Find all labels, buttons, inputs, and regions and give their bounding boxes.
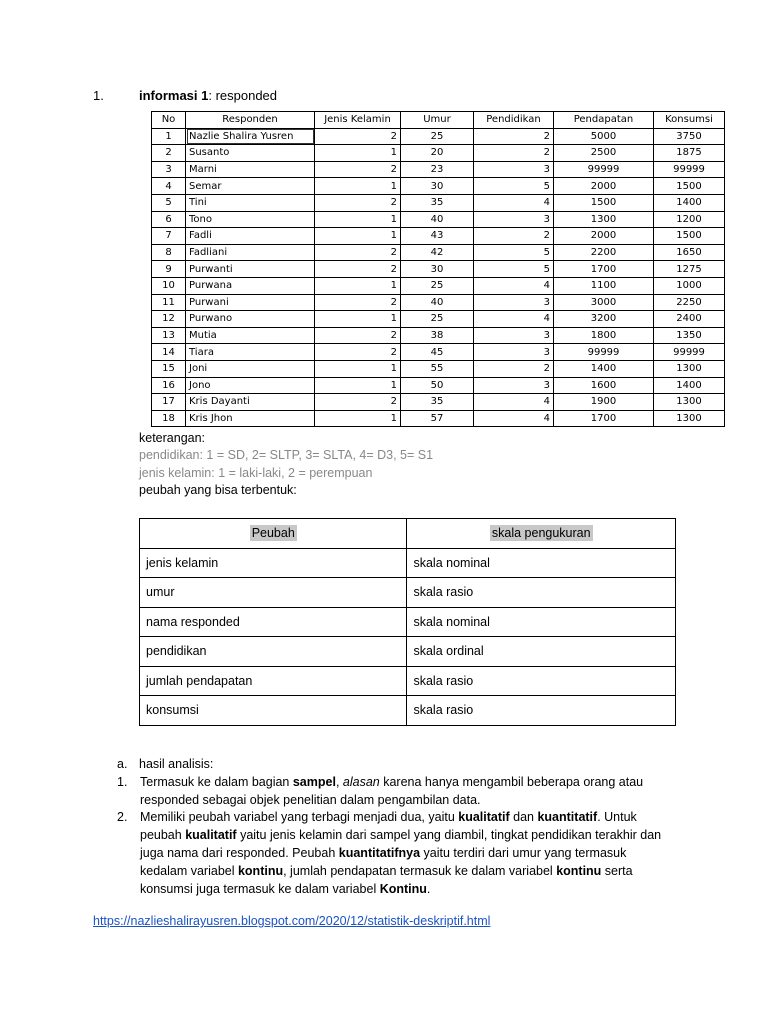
table-cell: 9	[152, 261, 186, 278]
respondent-name-cell: Tini	[186, 194, 315, 211]
table-cell: 2	[315, 194, 401, 211]
table-cell: 11	[152, 294, 186, 311]
variable-cell: jenis kelamin	[140, 548, 407, 578]
point-2-text: yaitu terdiri dari umur yang termasuk kedalam variabel	[140, 845, 627, 878]
table-cell: 35	[401, 394, 474, 411]
analysis-block	[117, 756, 677, 898]
table-cell: 3	[474, 211, 554, 228]
variable-cell: pendidikan	[140, 637, 407, 667]
table-cell: 50	[401, 377, 474, 394]
table-row	[152, 377, 725, 394]
scale-table	[139, 518, 676, 726]
table-cell: 3000	[554, 294, 654, 311]
table-cell: 2200	[554, 244, 654, 261]
respondent-name-cell: Fadliani	[186, 244, 315, 261]
table-cell: 3	[474, 344, 554, 361]
table-cell: 20	[401, 145, 474, 162]
table-cell: 1600	[554, 377, 654, 394]
column-header-label: Peubah	[251, 526, 295, 541]
table-cell: 1800	[554, 327, 654, 344]
scale-cell: skala nominal	[407, 548, 676, 578]
analysis-title: hasil analisis:	[139, 757, 214, 771]
table-cell: 2	[474, 145, 554, 162]
table-row	[140, 637, 676, 667]
table-cell: 2	[315, 261, 401, 278]
scale-cell: skala rasio	[407, 696, 676, 726]
analysis-marker: a.	[117, 757, 128, 771]
table-cell: 2	[315, 344, 401, 361]
column-header: Responden	[186, 112, 315, 129]
table-cell: 2	[315, 294, 401, 311]
table-cell: 1	[315, 377, 401, 394]
respondent-name-cell: Fadli	[186, 228, 315, 245]
section-title-bold: informasi 1	[139, 88, 209, 103]
respondent-table	[151, 111, 725, 427]
point-2-text: .	[426, 881, 431, 896]
table-cell: 1	[315, 410, 401, 427]
notes-block	[139, 430, 433, 499]
table-cell: 35	[401, 194, 474, 211]
scale-cell: skala rasio	[407, 578, 676, 608]
table-cell: 1650	[654, 244, 725, 261]
table-cell: 3	[474, 327, 554, 344]
respondent-table-header	[152, 112, 725, 129]
table-cell: 38	[401, 327, 474, 344]
table-cell: 16	[152, 377, 186, 394]
table-cell: 1000	[654, 277, 725, 294]
table-row	[152, 211, 725, 228]
table-row	[152, 145, 725, 162]
table-cell: 1500	[554, 194, 654, 211]
table-cell: 5	[474, 244, 554, 261]
table-row	[152, 344, 725, 361]
table-cell: 1300	[654, 394, 725, 411]
table-row	[140, 666, 676, 696]
column-header	[140, 519, 407, 549]
table-cell: 5	[474, 178, 554, 195]
column-header	[407, 519, 676, 549]
point-2-text: , jumlah pendapatan termasuk ke dalam variabel	[283, 863, 557, 878]
table-cell: 1500	[654, 178, 725, 195]
table-cell: 40	[401, 211, 474, 228]
table-cell: 2	[474, 360, 554, 377]
table-cell: 3	[474, 377, 554, 394]
respondent-name-cell: Purwanti	[186, 261, 315, 278]
table-cell: 2250	[654, 294, 725, 311]
table-row	[152, 244, 725, 261]
table-cell: 4	[474, 277, 554, 294]
table-cell: 1100	[554, 277, 654, 294]
table-cell: 1350	[654, 327, 725, 344]
table-row	[140, 607, 676, 637]
table-cell: 1	[315, 145, 401, 162]
point-2-bold: kualitatif	[185, 828, 237, 843]
scale-cell: skala rasio	[407, 666, 676, 696]
point-2-bold: kualitatif	[458, 810, 510, 825]
table-cell: 4	[474, 311, 554, 328]
point-2-bold: kuantitatifnya	[338, 845, 421, 860]
table-row	[152, 228, 725, 245]
table-cell: 13	[152, 327, 186, 344]
table-cell: 17	[152, 394, 186, 411]
table-cell: 2	[152, 145, 186, 162]
table-cell: 3	[474, 294, 554, 311]
point-1-text: karena hanya mengambil beberapa orang atau responded sebagai objek penelitian dalam pengambilan data.	[140, 774, 644, 807]
table-cell: 40	[401, 294, 474, 311]
blog-link[interactable]: https://nazlieshalirayusren.blogspot.com/2020/12/statistik-deskriptif.html	[93, 914, 491, 928]
respondent-name-cell: Joni	[186, 360, 315, 377]
respondent-name-cell: Semar	[186, 178, 315, 195]
table-cell: 99999	[654, 344, 725, 361]
analysis-point-1	[117, 774, 677, 810]
table-cell: 5000	[554, 128, 654, 145]
point-2-text: dan	[509, 810, 538, 825]
point-1-text: Termasuk ke dalam bagian	[140, 774, 293, 789]
table-cell: 2	[315, 327, 401, 344]
table-cell: 1	[315, 228, 401, 245]
point-2-text: serta konsumsi juga termasuk ke dalam variabel	[140, 863, 633, 896]
table-cell: 1	[315, 178, 401, 195]
table-row	[140, 548, 676, 578]
table-cell: 2400	[654, 311, 725, 328]
point-2-bold: Kontinu	[379, 881, 427, 896]
table-row	[152, 394, 725, 411]
table-row	[140, 578, 676, 608]
table-cell: 1400	[554, 360, 654, 377]
scale-table-header	[140, 519, 676, 549]
table-row	[152, 410, 725, 427]
table-cell: 2	[315, 244, 401, 261]
variable-cell: nama responded	[140, 607, 407, 637]
table-cell: 45	[401, 344, 474, 361]
analysis-heading	[117, 756, 677, 774]
table-cell: 10	[152, 277, 186, 294]
table-cell: 1200	[654, 211, 725, 228]
table-row	[152, 360, 725, 377]
respondent-name-cell: Marni	[186, 161, 315, 178]
table-cell: 1700	[554, 410, 654, 427]
point-2-marker: 2.	[117, 810, 128, 825]
table-cell: 2	[474, 128, 554, 145]
table-cell: 2000	[554, 228, 654, 245]
table-cell: 99999	[554, 161, 654, 178]
table-cell: 1500	[654, 228, 725, 245]
table-row	[152, 178, 725, 195]
scale-cell: skala nominal	[407, 607, 676, 637]
respondent-name-cell: Susanto	[186, 145, 315, 162]
analysis-point-2	[117, 809, 677, 898]
table-cell: 1900	[554, 394, 654, 411]
variable-cell: jumlah pendapatan	[140, 666, 407, 696]
scale-cell: skala ordinal	[407, 637, 676, 667]
respondent-name-cell: Mutia	[186, 327, 315, 344]
table-cell: 4	[474, 410, 554, 427]
table-row	[140, 696, 676, 726]
table-cell: 1300	[654, 360, 725, 377]
respondent-name-cell: Tono	[186, 211, 315, 228]
point-2-bold: kontinu	[237, 863, 284, 878]
table-cell: 23	[401, 161, 474, 178]
variable-cell: umur	[140, 578, 407, 608]
table-cell: 1	[315, 311, 401, 328]
point-1-text: ,	[335, 774, 343, 789]
respondent-name-cell: Nazlie Shalira Yusren	[186, 128, 315, 145]
table-cell: 99999	[554, 344, 654, 361]
point-2-text: . Untuk peubah	[140, 810, 637, 843]
table-cell: 30	[401, 178, 474, 195]
table-cell: 3	[152, 161, 186, 178]
table-cell: 57	[401, 410, 474, 427]
table-row	[152, 277, 725, 294]
column-header: Pendidikan	[474, 112, 554, 129]
table-cell: 15	[152, 360, 186, 377]
respondent-name-cell: Tiara	[186, 344, 315, 361]
respondent-name-cell: Purwano	[186, 311, 315, 328]
table-row	[152, 194, 725, 211]
point-2-text: Memiliki peubah variabel yang terbagi menjadi dua, yaitu	[140, 810, 459, 825]
table-cell: 7	[152, 228, 186, 245]
table-cell: 30	[401, 261, 474, 278]
table-cell: 1400	[654, 377, 725, 394]
table-cell: 25	[401, 277, 474, 294]
point-2-bold: kuantitatif	[537, 810, 598, 825]
table-cell: 6	[152, 211, 186, 228]
education-legend: pendidikan: 1 = SD, 2= SLTP, 3= SLTA, 4= D3, 5= S1	[139, 448, 434, 463]
column-header: Jenis Kelamin	[315, 112, 401, 129]
table-cell: 8	[152, 244, 186, 261]
table-cell: 3750	[654, 128, 725, 145]
variables-intro: peubah yang bisa terbentuk:	[139, 482, 297, 497]
table-row	[152, 161, 725, 178]
table-cell: 1	[315, 277, 401, 294]
table-cell: 5	[474, 261, 554, 278]
respondent-name-cell: Purwani	[186, 294, 315, 311]
point-1-marker: 1.	[117, 774, 128, 789]
scale-table-body	[140, 548, 676, 725]
table-cell: 4	[474, 394, 554, 411]
column-header-label: skala pengukuran	[491, 526, 591, 541]
table-cell: 18	[152, 410, 186, 427]
table-cell: 4	[474, 194, 554, 211]
table-cell: 12	[152, 311, 186, 328]
table-cell: 1300	[554, 211, 654, 228]
column-header: Konsumsi	[654, 112, 725, 129]
table-cell: 1	[152, 128, 186, 145]
table-cell: 5	[152, 194, 186, 211]
table-cell: 2	[474, 228, 554, 245]
column-header: Umur	[401, 112, 474, 129]
table-cell: 1	[315, 360, 401, 377]
table-cell: 2	[315, 128, 401, 145]
table-cell: 1	[315, 211, 401, 228]
table-cell: 42	[401, 244, 474, 261]
gender-legend: jenis kelamin: 1 = laki-laki, 2 = perempuan	[139, 465, 373, 480]
variable-cell: konsumsi	[140, 696, 407, 726]
respondent-name-cell: Jono	[186, 377, 315, 394]
table-row	[152, 128, 725, 145]
table-cell: 43	[401, 228, 474, 245]
column-header: No	[152, 112, 186, 129]
table-cell: 1400	[654, 194, 725, 211]
table-cell: 3200	[554, 311, 654, 328]
table-cell: 4	[152, 178, 186, 195]
section-title	[139, 88, 277, 103]
table-cell: 1875	[654, 145, 725, 162]
point-1-bold: sampel	[292, 774, 336, 789]
table-cell: 14	[152, 344, 186, 361]
table-row	[152, 327, 725, 344]
table-cell: 2	[315, 161, 401, 178]
point-2-bold: kontinu	[556, 863, 602, 878]
table-cell: 2500	[554, 145, 654, 162]
table-cell: 1300	[654, 410, 725, 427]
table-row	[152, 311, 725, 328]
respondent-table-body	[152, 128, 725, 427]
table-row	[152, 294, 725, 311]
table-cell: 55	[401, 360, 474, 377]
section-number: 1.	[93, 88, 104, 103]
notes-title: keterangan:	[139, 431, 206, 445]
table-cell: 2000	[554, 178, 654, 195]
table-cell: 25	[401, 128, 474, 145]
table-cell: 99999	[654, 161, 725, 178]
column-header: Pendapatan	[554, 112, 654, 129]
respondent-name-cell: Purwana	[186, 277, 315, 294]
table-cell: 2	[315, 394, 401, 411]
point-2-text: yaitu jenis kelamin dari sampel yang diambil, tingkat pendidikan terakhir dan juga nama dari responded. Peubah	[140, 828, 662, 860]
table-cell: 1700	[554, 261, 654, 278]
table-cell: 25	[401, 311, 474, 328]
section-title-rest: : responded	[208, 88, 278, 103]
respondent-name-cell: Kris Dayanti	[186, 394, 315, 411]
point-1-italic: alasan	[342, 774, 380, 789]
respondent-name-cell: Kris Jhon	[186, 410, 315, 427]
table-cell: 3	[474, 161, 554, 178]
table-row	[152, 261, 725, 278]
table-cell: 1275	[654, 261, 725, 278]
